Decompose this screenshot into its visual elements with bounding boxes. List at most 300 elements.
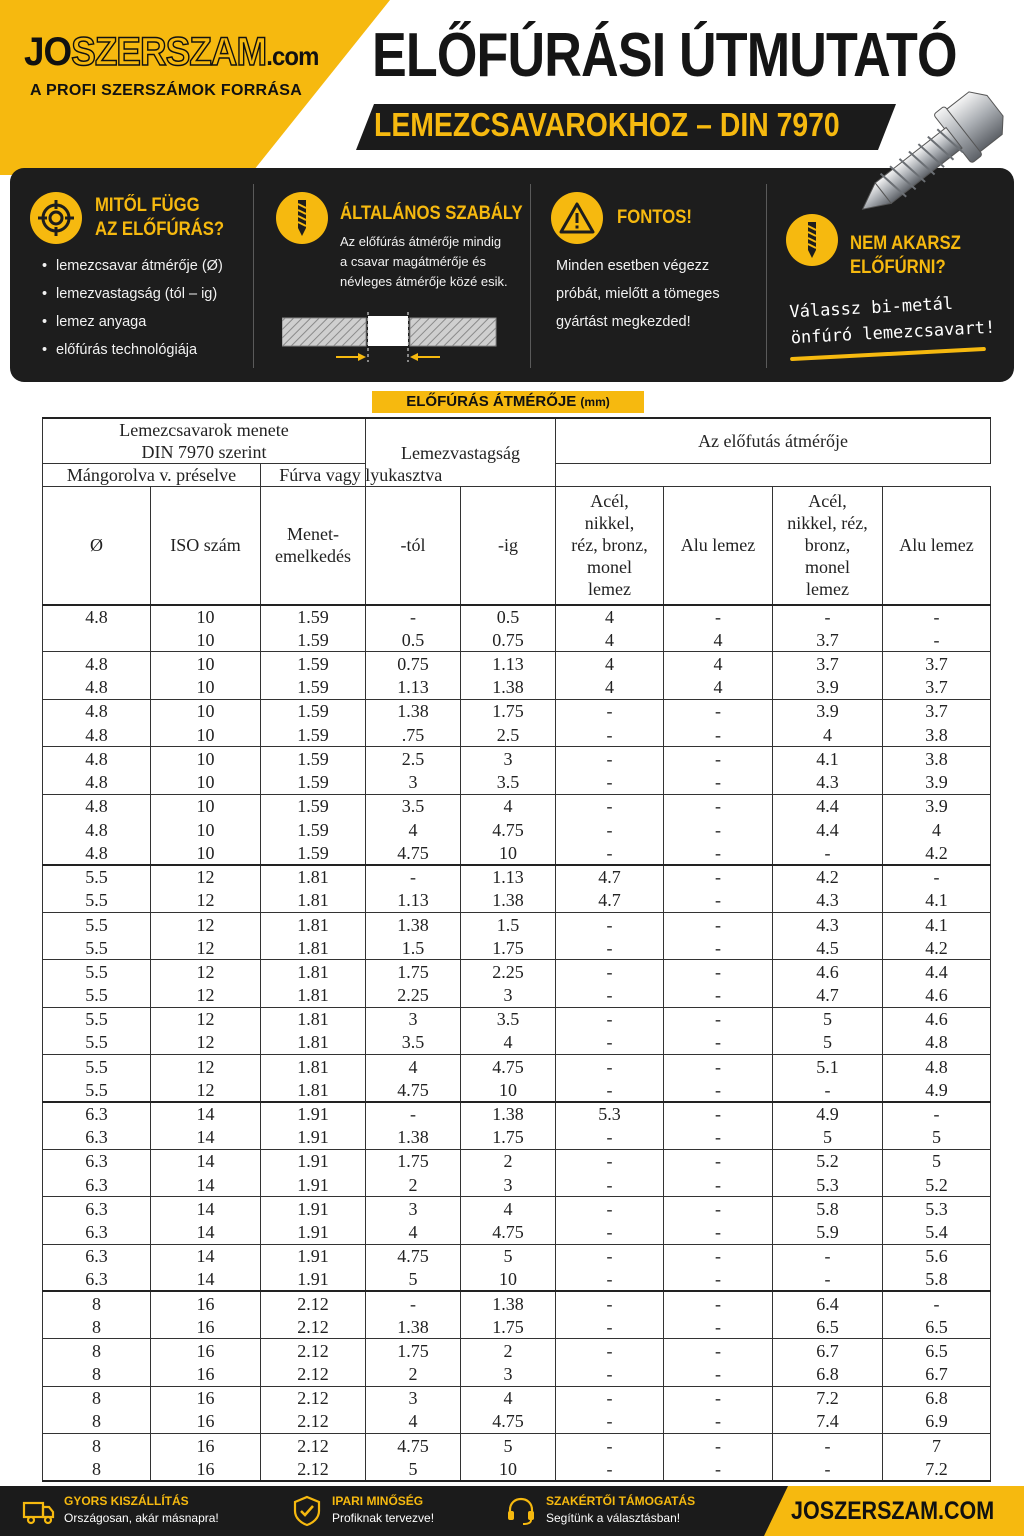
table-row [43,1078,991,1102]
table-cell: 5.5 [43,1055,151,1079]
table-row [43,936,991,960]
table-cell: 14 [151,1173,261,1197]
table-row [43,1197,991,1221]
table-cell: 5.6 [883,1244,991,1268]
col4-text-line2: önfúró lemezcsavart! [790,317,996,349]
table-cell: - [664,936,773,960]
table-cell: 3 [366,1007,461,1031]
table-cell: 1.81 [261,889,366,913]
table-row [43,770,991,794]
table-cell: 2.12 [261,1434,366,1458]
table-cell: 10 [151,770,261,794]
table-cell: 2.5 [366,747,461,771]
table-cell: 5.5 [43,865,151,889]
table-cell: 16 [151,1315,261,1339]
table-cell: 1.59 [261,841,366,865]
table-cell: 7.4 [773,1410,883,1434]
table-cell: 4.9 [883,1078,991,1102]
col2-text-line3: névleges átmérője közé esik. [340,274,508,289]
table-cell: 6.9 [883,1410,991,1434]
table-cell: - [664,1149,773,1173]
table-cell: 4 [366,1410,461,1434]
table-cell: 1.81 [261,1031,366,1055]
header-steel-line5: lemez [588,579,632,600]
table-cell: 6.5 [773,1315,883,1339]
table-cell: 5.3 [773,1173,883,1197]
tagline: A PROFI SZERSZÁMOK FORRÁSA [30,82,303,99]
header-steel [556,487,664,605]
header-pitch-line2: emelkedés [275,546,351,567]
table-cell: 12 [151,1078,261,1102]
table-row [43,747,991,771]
footer-quality-title: IPARI MINŐSÉG [332,1494,424,1508]
table-cell: - [664,1268,773,1292]
table-row [43,1031,991,1055]
table-cell: 5.5 [43,960,151,984]
table-cell: 1.75 [461,1126,556,1150]
col3-text-line1: Minden esetben végezz [556,258,710,274]
table-cell: 12 [151,912,261,936]
table-row [43,676,991,700]
drill-bit-icon [276,192,328,244]
table-cell: 12 [151,889,261,913]
logo[interactable] [24,30,318,75]
table-cell: 4 [773,723,883,747]
table-cell: 4.75 [366,841,461,865]
table-cell: - [664,723,773,747]
table-cell: 1.59 [261,605,366,629]
header-pitch-line1: Menet- [287,524,339,545]
table-cell: - [664,912,773,936]
table-cell: 5.9 [773,1220,883,1244]
table-cell: 3.9 [773,676,883,700]
table-cell: 6.7 [883,1363,991,1387]
table-cell: 3.5 [461,770,556,794]
table-cell: 1.59 [261,747,366,771]
table-cell: 10 [151,747,261,771]
table-cell: - [773,841,883,865]
table-cell: 5.5 [43,936,151,960]
table-cell: - [664,1315,773,1339]
table-cell: - [664,865,773,889]
table-cell: 3 [366,770,461,794]
table-cell: 10 [151,841,261,865]
footer-shipping-title: GYORS KISZÁLLÍTÁS [64,1494,189,1508]
table-row [43,1434,991,1458]
table-cell: 7 [883,1434,991,1458]
table-cell: 6.5 [883,1339,991,1363]
col4-text [789,289,996,352]
table-cell: 4 [461,794,556,818]
table-cell: 4 [366,818,461,842]
table-cell: - [556,912,664,936]
divider [253,184,254,368]
table-cell: 4.8 [43,841,151,865]
table-cell: 10 [151,818,261,842]
table-cell: 0.75 [366,652,461,676]
table-cell: 5 [773,1007,883,1031]
table-cell: 4.75 [461,1220,556,1244]
page-title: ELŐFÚRÁSI ÚTMUTATÓ [372,21,957,90]
table-cell: - [664,1434,773,1458]
table-cell: 6.3 [43,1244,151,1268]
table-row [43,1339,991,1363]
table-cell: 1.91 [261,1173,366,1197]
table-cell: 12 [151,1007,261,1031]
table-cell: 6.3 [43,1102,151,1126]
table-cell: 14 [151,1220,261,1244]
table-cell: 4.4 [883,960,991,984]
table-cell: 6.3 [43,1126,151,1150]
header-thread-line1: Lemezcsavarok menete [119,420,289,440]
table-cell: - [664,1007,773,1031]
table-cell: 5 [773,1031,883,1055]
table-cell: - [664,1244,773,1268]
table-cell: 4.8 [43,818,151,842]
list-item: • lemez anyaga [42,308,223,336]
table-cell: 4.75 [366,1244,461,1268]
table-cell: - [556,1434,664,1458]
col4-heading-line2: ELŐFÚRNI? [850,257,946,278]
table-cell: - [664,699,773,723]
header-steel-line3: réz, bronz, [571,535,648,556]
table-cell: - [773,1457,883,1481]
table-cell: - [366,865,461,889]
header-from: -tól [366,487,461,605]
table-cell: 4.5 [773,936,883,960]
table-cell: - [664,1031,773,1055]
table-cell: 1.38 [366,699,461,723]
table-row [43,1410,991,1434]
table-cell: 4 [556,605,664,629]
table-cell: 4.6 [883,984,991,1008]
table-cell: 3 [366,1197,461,1221]
table-cell: 6.8 [773,1363,883,1387]
table-row [43,699,991,723]
table-cell: 2.5 [461,723,556,747]
table-cell: 8 [43,1457,151,1481]
table-cell: 1.59 [261,652,366,676]
table-cell: 5.1 [773,1055,883,1079]
col3-text [556,252,720,336]
table-row [43,1268,991,1292]
table-cell: 4.2 [773,865,883,889]
table-cell: - [556,1055,664,1079]
table-cell: 1.59 [261,628,366,652]
table-cell: 3 [461,1173,556,1197]
col1-heading [95,194,224,242]
table-cell: 1.81 [261,984,366,1008]
table-cell: 4.75 [366,1434,461,1458]
table-cell: 1.81 [261,936,366,960]
table-cell: .75 [366,723,461,747]
table-cell: 4.75 [461,1410,556,1434]
table-cell: 10 [461,1457,556,1481]
table-cell: 4.3 [773,912,883,936]
table-cell: 4.75 [461,1055,556,1079]
header-iso: ISO szám [151,487,261,605]
table-cell: 1.75 [366,960,461,984]
table-cell: 4.6 [883,1007,991,1031]
table-cell: 5.5 [43,1007,151,1031]
table-cell: 10 [461,841,556,865]
table-label-unit: (mm) [580,395,610,409]
table-row [43,1126,991,1150]
warning-icon [551,192,603,244]
table-cell: - [556,747,664,771]
table-cell: 3.5 [461,1007,556,1031]
divider [530,184,531,368]
header-predrill-group: Az előfutás átmérője [556,418,991,464]
table-cell: - [556,770,664,794]
table-cell: 14 [151,1102,261,1126]
header-steel2-line2: nikkel, réz, [787,513,868,534]
table-cell: 3 [461,747,556,771]
table-cell: 1.81 [261,1055,366,1079]
table-row [43,1386,991,1410]
table-cell: 4.1 [883,889,991,913]
table-cell: 3.5 [366,1031,461,1055]
divider [766,184,767,368]
table-cell: 4 [461,1386,556,1410]
footer-website-link[interactable]: JOSZERSZAM.COM [790,1497,994,1525]
table-cell: - [556,1363,664,1387]
table-cell: 10 [151,652,261,676]
table-cell: 2.12 [261,1291,366,1315]
table-body [43,605,991,1481]
table-cell: 5.2 [883,1173,991,1197]
col2-text [340,232,508,292]
table-cell: 8 [43,1291,151,1315]
table-cell: 8 [43,1339,151,1363]
table-cell: 4 [461,1031,556,1055]
header-thickness-group: Lemezvastagság [366,418,556,487]
table-cell: - [664,1457,773,1481]
header-alu: Alu lemez [664,487,773,605]
table-cell: 1.81 [261,1078,366,1102]
table-cell: - [664,770,773,794]
table-row [43,1315,991,1339]
table-cell: 4.7 [773,984,883,1008]
table-cell: 6.3 [43,1149,151,1173]
table-cell: - [664,1173,773,1197]
table-row [43,794,991,818]
table-cell: 1.38 [366,1126,461,1150]
table-row [43,628,991,652]
table-cell: 4 [556,676,664,700]
table-label-text: ELŐFÚRÁS ÁTMÉRŐJE [406,393,577,410]
table-cell: 4.8 [43,605,151,629]
table-cell: 14 [151,1268,261,1292]
table-cell: 5 [883,1149,991,1173]
table-cell: 5 [461,1434,556,1458]
table-row [43,605,991,629]
table-cell: 4 [556,628,664,652]
shield-check-icon [290,1494,324,1528]
table-cell: 4.1 [883,912,991,936]
table-cell: - [664,1339,773,1363]
col2-text-line1: Az előfúrás átmérője mindig [340,234,502,249]
table-cell: - [883,1291,991,1315]
table-cell: 12 [151,936,261,960]
table-cell: 1.59 [261,699,366,723]
table-cell: 1.91 [261,1149,366,1173]
table-cell: - [556,1126,664,1150]
table-cell: 2.12 [261,1386,366,1410]
table-row [43,1102,991,1126]
header-alu2: Alu lemez [883,487,991,605]
table-cell: - [556,1220,664,1244]
table-cell: 1.81 [261,1007,366,1031]
table-cell: 4.8 [883,1055,991,1079]
table-cell: 6.3 [43,1173,151,1197]
table-cell: 4.8 [43,770,151,794]
logo-main: JO [24,30,72,74]
table-cell: 4.75 [366,1078,461,1102]
table-cell: 2 [366,1363,461,1387]
table-cell: 4.3 [773,889,883,913]
table-cell: - [664,889,773,913]
table-cell: 4.8 [43,794,151,818]
table-cell: 3.7 [883,699,991,723]
table-cell: 14 [151,1126,261,1150]
table-cell: - [664,818,773,842]
table-cell: 1.75 [461,936,556,960]
table-cell: 5.8 [883,1268,991,1292]
table-cell: 1.13 [461,652,556,676]
header-steel2-line3: bronz, [804,535,851,556]
table-cell: 2 [461,1149,556,1173]
table-cell: - [366,1102,461,1126]
table-row [43,1007,991,1031]
table-cell: 1.75 [366,1149,461,1173]
table-cell: - [664,1126,773,1150]
table-cell: 1.59 [261,818,366,842]
table-cell: 16 [151,1386,261,1410]
table-cell: 3.8 [883,723,991,747]
table-cell: 5.5 [43,889,151,913]
table-cell: 2.12 [261,1363,366,1387]
header-steel2-line4: monel [805,557,851,578]
table-row [43,1244,991,1268]
table-cell: - [556,699,664,723]
table-cell: - [556,723,664,747]
table-cell: 4.6 [773,960,883,984]
footer-support-title: SZAKÉRTŐI TÁMOGATÁS [546,1494,696,1508]
table-cell: 1.38 [461,1291,556,1315]
col4-heading-line1: NEM AKARSZ [850,233,961,254]
table-cell: - [556,1291,664,1315]
table-cell: - [556,1268,664,1292]
header-steel2 [773,487,883,605]
table-cell: 4.7 [556,865,664,889]
table-cell: 3 [461,1363,556,1387]
table-row [43,1173,991,1197]
table-cell: - [664,1410,773,1434]
table-cell: 1.75 [461,1315,556,1339]
table-cell: - [664,1386,773,1410]
table-row [43,1149,991,1173]
table-cell: 2.12 [261,1339,366,1363]
table-cell: - [556,1244,664,1268]
table-cell: 4 [883,818,991,842]
logo-outline: SZERSZAM [71,30,267,74]
col3-text-line3: gyártást megkezded! [556,314,691,330]
table-cell: 4.4 [773,794,883,818]
table-cell: - [664,1055,773,1079]
table-cell: 1.91 [261,1126,366,1150]
table-cell: - [664,841,773,865]
footer-support [496,1494,736,1528]
table-cell: 3.7 [883,652,991,676]
table-cell: 10 [151,628,261,652]
table-cell: 5.4 [883,1220,991,1244]
table-cell: - [664,747,773,771]
table-cell: 5 [366,1457,461,1481]
table-cell: 1.91 [261,1102,366,1126]
table-cell: 10 [151,676,261,700]
table-cell: 16 [151,1410,261,1434]
table-cell: 4.2 [883,936,991,960]
table-cell: 3.5 [366,794,461,818]
logo-tld: .com [266,41,319,71]
list-item: • előfúrás technológiája [42,336,223,364]
table-cell: 12 [151,1055,261,1079]
table-cell: 1.75 [366,1339,461,1363]
table-cell: 5.3 [556,1102,664,1126]
table-cell: 10 [151,723,261,747]
table-cell: - [664,1220,773,1244]
table-cell: 1.59 [261,794,366,818]
table-cell: - [556,984,664,1008]
drill-bit-icon [786,214,838,266]
table-cell: 6.8 [883,1386,991,1410]
table-row [43,889,991,913]
list-item: • lemezvastagság (tól – ig) [42,280,223,308]
table-row [43,984,991,1008]
table-cell: 0.5 [366,628,461,652]
table-cell: 5 [461,1244,556,1268]
table-row [43,1457,991,1481]
list-item: • lemezcsavar átmérője (Ø) [42,252,223,280]
table-cell: - [366,1291,461,1315]
table-cell: - [556,1173,664,1197]
table-cell: 8 [43,1410,151,1434]
table-cell: 7.2 [883,1457,991,1481]
table-cell: 4 [664,652,773,676]
table-cell: 6.3 [43,1220,151,1244]
table-row [43,1291,991,1315]
table-cell: 4 [664,628,773,652]
table-cell: 2.25 [366,984,461,1008]
table-cell: - [664,1197,773,1221]
table-cell: 4.75 [461,818,556,842]
table-cell: 1.13 [461,865,556,889]
table-cell: - [366,605,461,629]
table-cell [43,628,151,652]
table-cell: 5.3 [883,1197,991,1221]
table-cell: 16 [151,1339,261,1363]
table-cell: 10 [151,794,261,818]
table-cell: 3.9 [883,770,991,794]
table-cell: 12 [151,865,261,889]
table-cell: 1.38 [461,676,556,700]
table-cell: - [773,1268,883,1292]
table-cell: 6.3 [43,1197,151,1221]
header-steel-line1: Acél, [590,491,629,512]
table-cell: - [773,605,883,629]
predrill-table [42,417,991,1482]
